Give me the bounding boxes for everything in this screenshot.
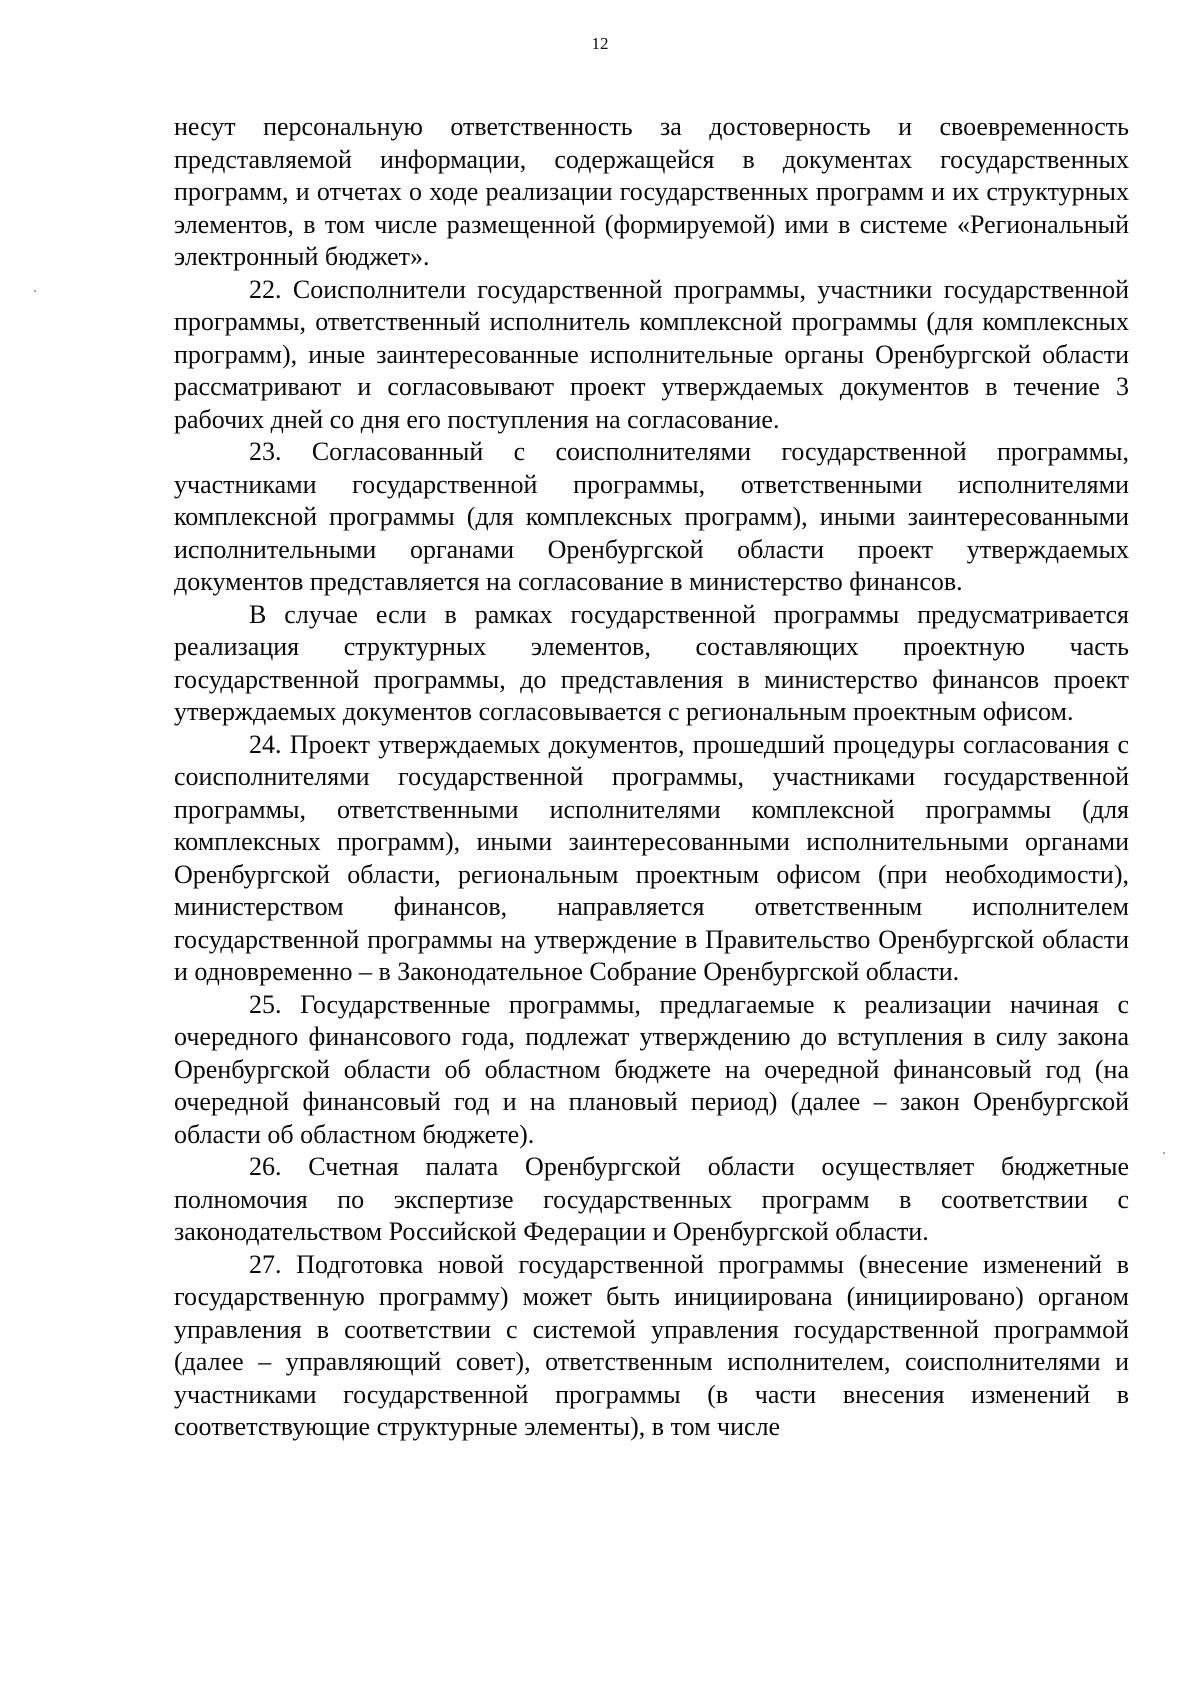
scan-speck (1163, 1152, 1165, 1154)
paragraph-23-project-office: В случае если в рамках государственной программы предусматривается реализация структурных элементов, составляющих проектную часть государственной программы, до представления в министерство финансов проект утверждаемых документов согласовывается с региональным проектным офисом. (174, 599, 1129, 726)
paragraph-continuation: несут персональную ответственность за достоверность и своевременность представляемой информации, содержащейся в документах государственных программ, и отчетах о ходе реализации государственных программ и их структурных элементов, в том числе размещенной (формируемой) ими в системе «Региональный электронный бюджет». (174, 112, 1129, 271)
paragraph-27: 27. Подготовка новой государственной программы (внесение изменений в государственную программу) может быть инициирована (инициировано) органом управления в соответствии с системой управления государственной программой (далее – управляющий совет), ответственным исполнителем, соисполнителями и участниками государственной программы (в части внесения изменений в соответствующие структурные элементы), в том числе (174, 1249, 1129, 1441)
scan-speck (34, 290, 36, 292)
paragraph-26: 26. Счетная палата Оренбургской области осуществляет бюджетные полномочия по экспертизе государственных программ в соответствии с законодательством Российской Федерации и Оренбургской области. (174, 1152, 1129, 1246)
paragraph-24: 24. Проект утверждаемых документов, прошедший процедуры согласования с соисполнителями государственной программы, участниками государственной программы, ответственными исполнителями комплексной программы (для комплексных программ), иными заинтересованными исполнительными органами Оренбургской области, региональным проектным офисом (при необходимости), министерством финансов, направляется ответственным исполнителем государственной программы на утверждение в Правительство Оренбургской области и одновременно – в Законодательное Собрание Оренбургской области. (174, 729, 1129, 986)
paragraph-22: 22. Соисполнители государственной программы, участники государственной программы, ответственный исполнитель комплексной программы (для комплексных программ), иные заинтересованные исполнительные органы Оренбургской области рассматривают и согласовывают проект утверждаемых документов в течение 3 рабочих дней со дня его поступления на согласование. (174, 274, 1129, 434)
document-body (174, 111, 1129, 1444)
page-number: 12 (591, 34, 609, 53)
paragraph-25: 25. Государственные программы, предлагаемые к реализации начиная с очередного финансового года, подлежат утверждению до вступления в силу закона Оренбургской области об областном бюджете на очередной финансовый год (на очередной финансовый год и на плановый период) (далее – закон Оренбургской области об областном бюджете). (174, 989, 1129, 1149)
paragraph-23: 23. Согласованный с соисполнителями государственной программы, участниками государственной программы, ответственными исполнителями комплексной программы (для комплексных программ), иными заинтересованными исполнительными органами Оренбургской области проект утверждаемых документов представляется на согласование в министерство финансов. (174, 437, 1129, 596)
